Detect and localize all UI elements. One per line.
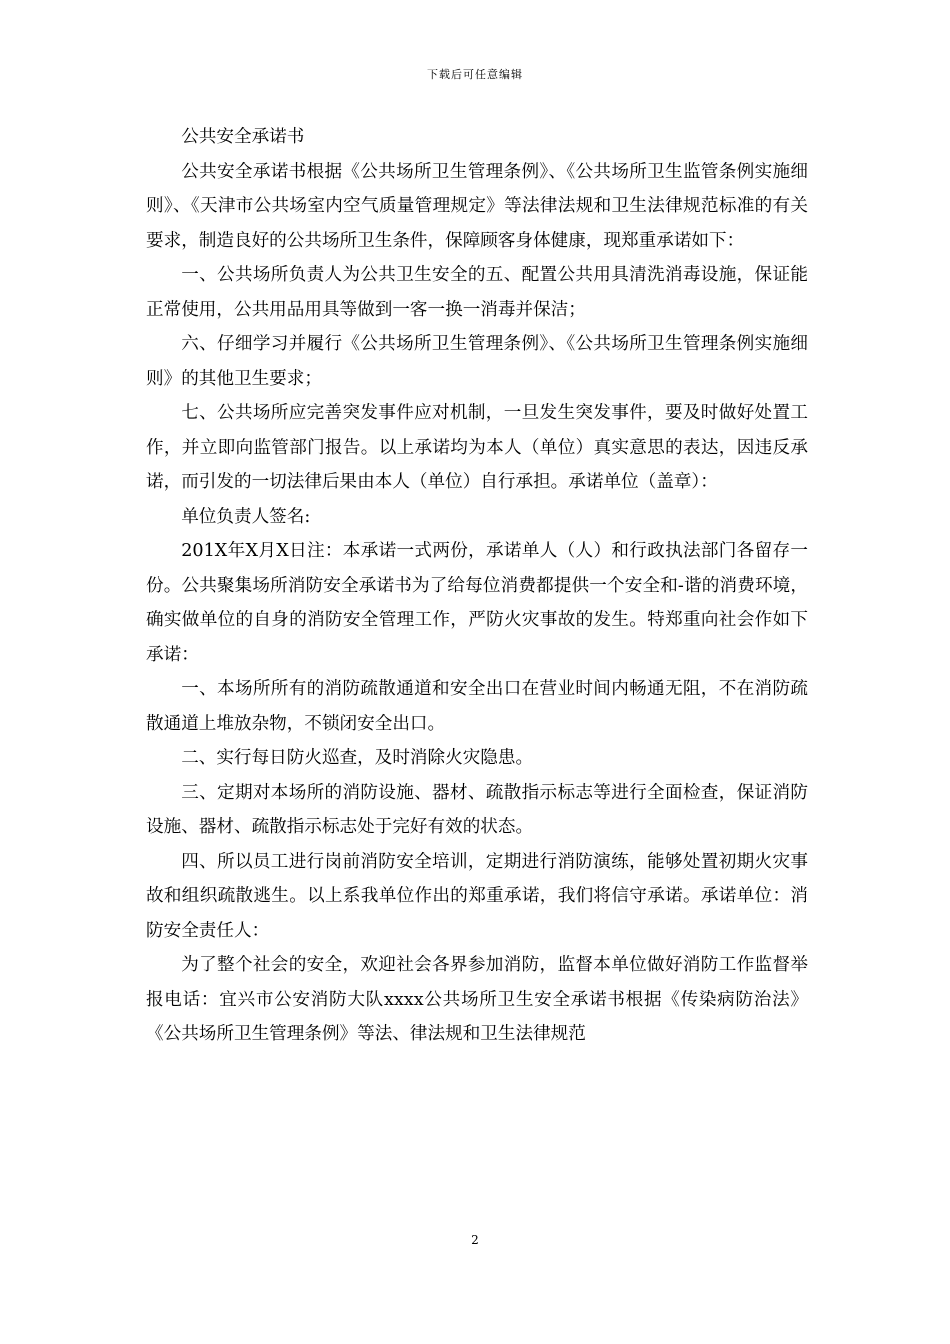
paragraph: 单位负责人签名:	[181, 506, 311, 527]
page-number: 2	[471, 1233, 479, 1247]
paragraph: 公共安全承诺书根据《公共场所卫生管理条例》、《公共场所卫生监管条例实施细则》、《天津市公共场室内空气质量管理规定》等法律法规和卫生法律规范标准的有关要求，制造良好的公共场所卫生条件，保障顾客身体健康，现郑重承诺如下：	[146, 161, 808, 251]
paragraph: 三、定期对本场所的消防设施、器材、疏散指示标志等进行全面检查，保证消防设施、器材、疏散指示标志处于完好有效的状态。	[146, 782, 808, 837]
paragraph: 四、所以员工进行岗前消防安全培训，定期进行消防演练，能够处置初期火灾事故和组织疏散逃生。以上系我单位作出的郑重承诺，我们将信守承诺。承诺单位：消防安全责任人：	[146, 851, 808, 941]
page-header: 下载后可任意编辑	[427, 68, 523, 81]
document-body	[146, 120, 808, 1052]
paragraph: 六、仔细学习并履行《公共场所卫生管理条例》、《公共场所卫生管理条例实施细则》的其他卫生要求；	[146, 334, 808, 389]
document-title: 公共安全承诺书	[181, 127, 305, 147]
paragraph: 为了整个社会的安全，欢迎社会各界参加消防，监督本单位做好消防工作监督举报电话：宜兴市公安消防大队xxxx公共场所卫生安全承诺书根据《传染病防治法》《公共场所卫生管理条例》等法、律法规和卫生法律规范	[146, 955, 808, 1044]
paragraph: 201X年X月X日注：本承诺一式两份，承诺单人（人）和行政执法部门各留存一份。公共聚集场所消防安全承诺书为了给每位消费都提供一个安全和-谐的消费环境，确实做单位的自身的消防安全管理工作，严防火灾事故的发生。特郑重向社会作如下承诺：	[146, 541, 808, 665]
paragraph: 二、实行每日防火巡查，及时消除火灾隐患。	[181, 748, 534, 768]
paragraph: 一、本场所所有的消防疏散通道和安全出口在营业时间内畅通无阻，不在消防疏散通道上堆放杂物，不锁闭安全出口。	[146, 679, 808, 734]
paragraph: 七、公共场所应完善突发事件应对机制，一旦发生突发事件，要及时做好处置工作，并立即向监管部门报告。以上承诺均为本人（单位）真实意思的表达，因违反承诺，而引发的一切法律后果由本人（单位）自行承担。承诺单位（盖章）：	[146, 403, 808, 492]
paragraph: 一、公共场所负责人为公共卫生安全的五、配置公共用具清洗消毒设施，保证能正常使用，公共用品用具等做到一客一换一消毒并保洁；	[146, 265, 808, 320]
